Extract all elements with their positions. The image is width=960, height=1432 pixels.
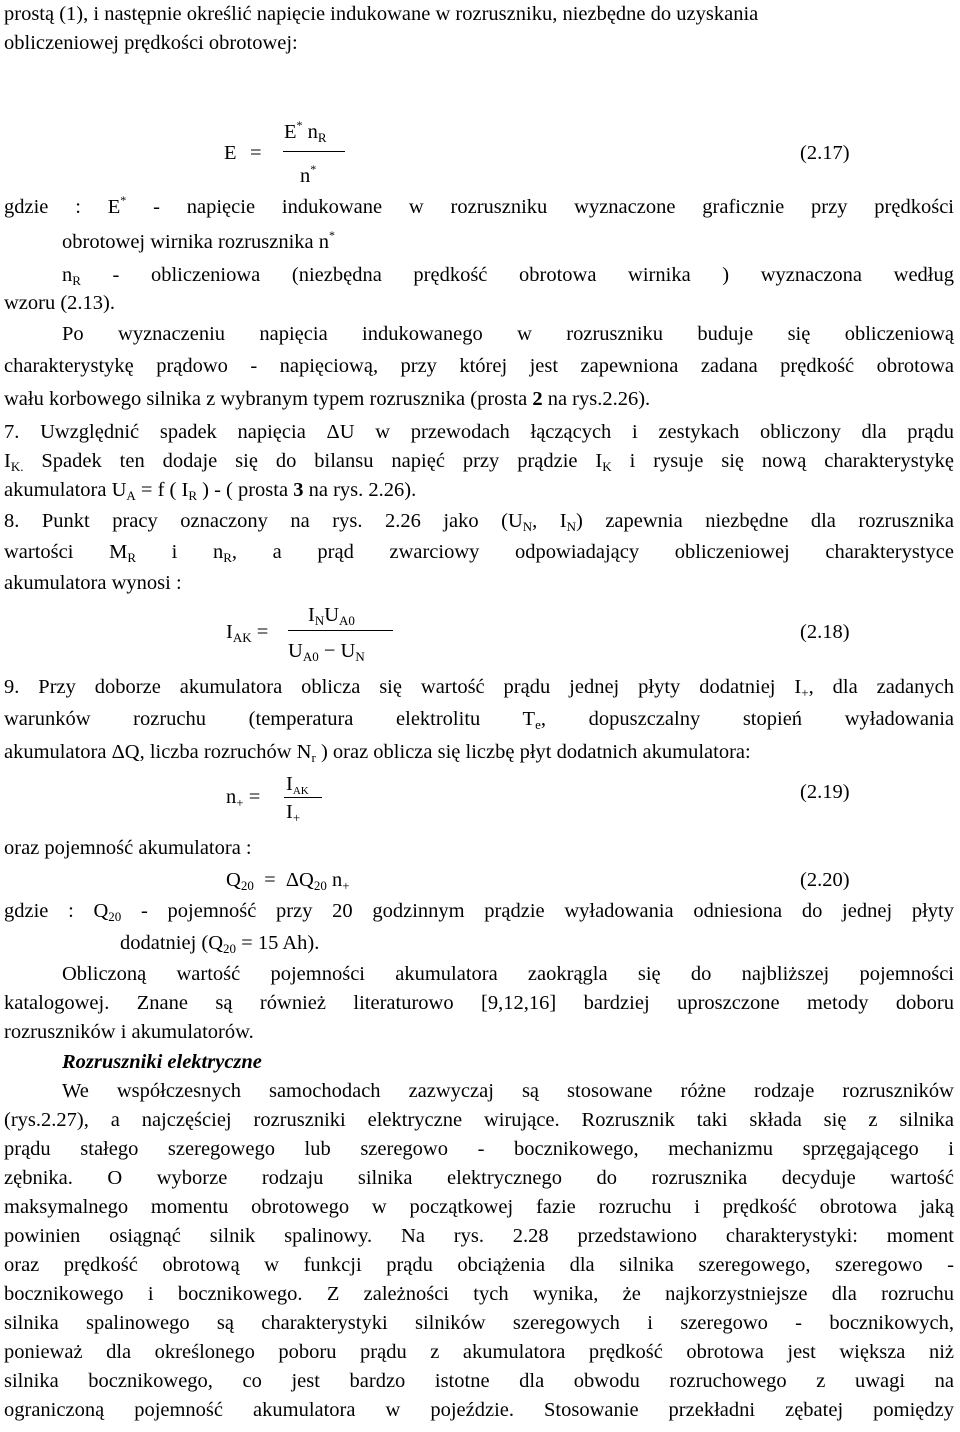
text-line: obliczeniowej prędkości obrotowej: xyxy=(4,32,298,54)
text-line: gdzie : E* - napięcie indukowane w rozruszniku wyznaczone graficznie przy prędkości xyxy=(4,193,954,218)
text-line: maksymalnego momentu obrotowego w początkowej fazie rozruchu i prędkość obrotowa jaką xyxy=(4,1196,954,1218)
text-line: Obliczoną wartość pojemności akumulatora zaokrągla się do najbliższej pojemności xyxy=(62,963,954,985)
equation-number: (2.20) xyxy=(800,869,850,891)
equation-number: (2.18) xyxy=(800,621,850,643)
text-line: bocznikowego i bocznikowego. Z zależności tych wynika, że najkorzystniejsze dla rozruchu xyxy=(4,1283,954,1305)
step-8: 8. Punkt pracy oznaczony na rys. 2.26 jako ($U_N$, $I_N$) zapewnia niezbędne dla rozrusznika xyxy=(4,510,954,534)
equation-number: (2.17) xyxy=(800,142,850,164)
step-7: 7. Uwzględnić spadek napięcia ΔU w przewodach łączących i zestykach obliczony dla prądu xyxy=(4,421,954,443)
text-line: wału korbowego silnika z wybranym typem rozrusznika (prosta 2 na rys.2.26). xyxy=(4,388,651,410)
text-line: prądu stałego szeregowego lub szeregowo - bocznikowego, mechanizmu sprzęgającego i xyxy=(4,1138,954,1160)
text-line: ograniczoną pojemność akumulatora w pojeździe. Stosowanie przekładni zębatej pomiędzy xyxy=(4,1399,954,1421)
text-line: dodatniej ($Q_{20} = 15$ Ah). xyxy=(120,932,320,956)
text-line: silnika bocznikowego, co jest bardzo istotne dla obwodu rozruchowego z uwagi na xyxy=(4,1370,954,1392)
text-line: gdzie : $Q_{20}$ - pojemność przy 20 godzinnym prądzie wyładowania odniesiona do jednej płyty xyxy=(4,900,954,924)
text-line: (rys.2.27), a najczęściej rozruszniki elektryczne wirujące. Rozrusznik taki składa się z silnika xyxy=(4,1109,954,1131)
text-line: oraz pojemność akumulatora : xyxy=(4,837,252,859)
text-line: Po wyznaczeniu napięcia indukowanego w rozruszniku buduje się obliczeniową xyxy=(62,323,954,345)
text-line: akumulatora wynosi : xyxy=(4,572,182,594)
section-heading: Rozruszniki elektryczne xyxy=(62,1051,262,1073)
text-line: $n_R$ - obliczeniowa (niezbędna prędkość obrotowa wirnika ) wyznaczona według xyxy=(62,264,954,288)
text-line: silnika spalinowego są charakterystyki silników szeregowych i szeregowo - bocznikowych, xyxy=(4,1312,954,1334)
text-line: obrotowej wirnika rozrusznika n* xyxy=(62,228,335,253)
text-line: ponieważ dla określonego poboru prądu z akumulatora prędkość obrotowa jest większa niż xyxy=(4,1341,954,1363)
text-line: powinien osiągnąć silnik spalinowy. Na rys. 2.28 przedstawiono charakterystyki: moment xyxy=(4,1225,954,1247)
text-line: akumulatora $U_A = f$ ( $I_R$ ) - ( prosta 3 na rys. 2.26). xyxy=(4,479,417,503)
step-9: 9. Przy doborze akumulatora oblicza się wartość prądu jednej płyty dodatniej $I_+$, dla zadanych xyxy=(4,676,954,700)
text-line: charakterystykę prądowo - napięciową, przy której jest zapewniona zadana prędkość obrotowa xyxy=(4,355,954,377)
text-line: katalogowej. Znane są również literaturowo [9,12,16] bardziej uproszczone metody doboru xyxy=(4,992,954,1014)
equation-number: (2.19) xyxy=(800,781,850,803)
text-line: prostą (1), i następnie określić napięcie indukowane w rozruszniku, niezbędne do uzyskania xyxy=(4,3,759,25)
text-line: zębnika. O wyborze rodzaju silnika elektrycznego do rozrusznika decyduje wartość xyxy=(4,1167,954,1189)
text-line: wartości $M_R$ i $n_R$, a prąd zwarciowy odpowiadający obliczeniowej charakterystyce xyxy=(4,541,954,565)
text-line: akumulatora ΔQ, liczba rozruchów $N_r$ ) oraz oblicza się liczbę płyt dodatnich akumulatora: xyxy=(4,741,751,765)
text-line: warunków rozruchu (temperatura elektrolitu $T_e$, dopuszczalny stopień wyładowania xyxy=(4,708,954,732)
text-line: rozruszników i akumulatorów. xyxy=(4,1021,254,1043)
text-line: We współczesnych samochodach zazwyczaj są stosowane różne rodzaje rozruszników xyxy=(62,1080,954,1102)
text-line: $I_{K.}$ Spadek ten dodaje się do bilansu napięć przy prądzie $I_K$ i rysuje się nową charakterystykę xyxy=(4,450,954,474)
text-line: oraz prędkość obrotową w funkcji prądu obciążenia dla silnika szeregowego, szeregowo - xyxy=(4,1254,954,1276)
text-line: wzoru (2.13). xyxy=(4,292,116,314)
